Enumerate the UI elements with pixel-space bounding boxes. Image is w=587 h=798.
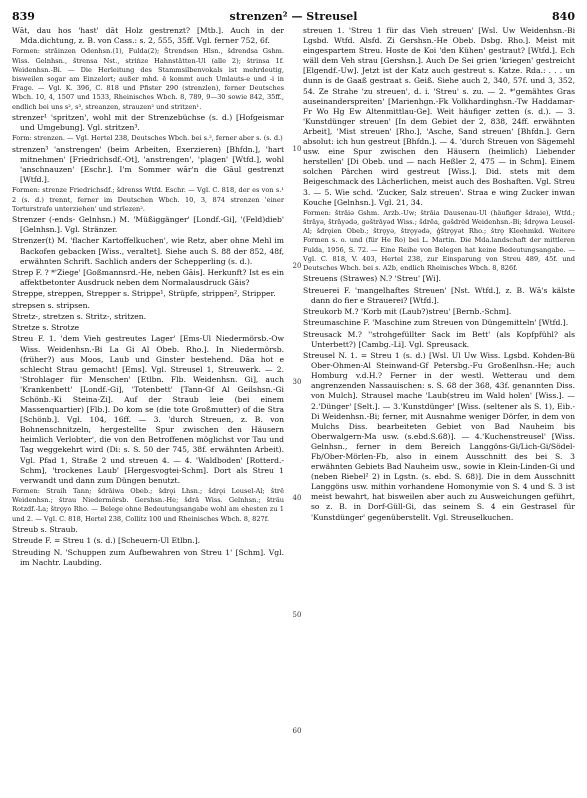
dictionary-entry: Streusel N. 1. = Streu 1 (s. d.) [Wsl. Ul Uw Wiss. Lgsbd. Kohden-Bü Ober-Ohmen-Al Steinwand-Gf Petersbg.-Fu Großenlhsn.-He; auch Homburg v.d.H.? Ferner in der westl. Wetterau und dem angrenzenden Nassauischen: s. S. 68 der 368, 43f. genannten Diss. von Mulch]. Strausel mache 'Laub(streu im Wald holen' [Wiss.]. — 2.'Dünger' [Selt.]. — 3.'Kunstdünger' [Wiss. (seltener als S. 1), Eib.-Di Weidenhsn.-Bi; ferner, mit Ausnahme weniger Dörfer, in dem von Mulchs Diss. bearbeiteten Gebiet von Bad Nauheim bis Oberwalgern-Ma usw. (s.ebd.S.68)]. — 4.'Kuchenstreusel' [Wiss. Gelnhsn., ferner in dem Bereich Langgöns-Gi/Lich-Gi/Södel-Fb/Ober-Mörlen-Fb, also in einem Ausschnitt des bei S. 3 erwähnten Gebiets Bad Nauheim usw., sowie in Klein-Linden-Gi und (neben Riebel² 2) in Lgstn. (s. ebd. S. 68)]. Die in dem Ausschnitt Langgöns usw. mithin vorhandene Homonymie von S. 4 und S. 3 ist meist bewahrt, hat bisweilen aber auch zu Ausweichungen geführt, so z. B. in Dorf-Güll-Gi, das seinem S. 4 ein Gestrasel für 'Kunstdünger' gegenüberstellt. Vgl. Streuselkuchen. bbox=[303, 351, 575, 522]
dictionary-entry: Strenzer(t) M. 'flacher Kartoffelkuchen', wie Retz, aber ohne Mehl im Backofen gebacken [Wiss., veraltet]. Siehe auch S. 88 der 852, 48f, erwähnten Schrift. Sachlich anders der Schepperling (s. d.). bbox=[12, 236, 284, 266]
dictionary-entry: Strep F. ? *'Ziege' [Goßmannsrd.-He, neben Gāis]. Herkunft? Ist es ein affektbetonter Ausdruck neben dem Normalausdruck Gāis? bbox=[12, 267, 284, 288]
page-number-left: 839 bbox=[12, 10, 35, 23]
dictionary-entry: Streppe, streppen, Strepper s. Strippe¹, Strüpfe, strippen², Stripper. bbox=[12, 289, 276, 299]
dictionary-entry: Streusack M.? ''strohgefüllter Sack im Bett' (als Kopfpfühl? als Unterbett?) [Cambg.-Li]. Vgl. Spreusack. bbox=[303, 329, 575, 349]
running-title: strenzen² — Streusel bbox=[229, 10, 358, 23]
dictionary-entry: strenzen³ 'anstrengen' (beim Arbeiten, Exerzieren) [Bhfdn.], 'hart mitnehmen' [Friedrichsdf.-Ot], 'anstrengen', 'plagen' [Wtfd.], wohl 'anschnauzen' [Eschr.]. I'm Sommer wār'n die Gāul gestrenzt [Wtfd.]. bbox=[12, 144, 284, 185]
dictionary-entry: Streukorb M.? 'Korb mit (Laub?)streu' [Bernb.-Schm]. bbox=[303, 307, 512, 317]
dictionary-entry: Wāt, dau hos 'hast' dāt Holz gestrenzt? [Mtb.]. Auch in der Mda.dichtung, z. B. von Cass.: s. 2, 555, 35ff. Vgl. ferner 752, 6f. bbox=[12, 26, 284, 46]
dictionary-entry: Streuerei F. 'mangelhaftes Streuen' [Nst. Wtfd.], z. B. Wā's kälste dann do fier e Strauerei? [Wtfd.]. bbox=[303, 285, 575, 305]
line-number: 10 bbox=[292, 145, 302, 153]
dictionary-entry: strepsen s. stripsen. bbox=[12, 300, 90, 310]
dictionary-entry: Strenzer (-ends- Gelnhsn.) M. 'Müßiggänger' [Londf.-Gi], '(Feld)dieb' [Gelnhsn.]. Vgl. Stränzer. bbox=[12, 215, 284, 235]
dictionary-entry: Streuding N. 'Schuppen zum Aufbewahren von Streu 1' [Schm]. Vgl. im Nachtr. Laubding. bbox=[12, 547, 284, 567]
page-number-right: 840 bbox=[552, 10, 575, 23]
dictionary-entry: Streuens (Strawes) N.? 'Streu' [Wi]. bbox=[303, 274, 441, 284]
dictionary-entry: Streu F. 1. 'dem Vieh gestreutes Lager' [Ems-Ul Niedermörsb.-Ow Wiss. Weidenhsn.-Bi La Gi Al Obeb. Rho.]. In Niedermörsb. (früher?) aus Moos, Laub und Ginster bestehend. Dāa hot e schlecht Strau gemacht! [Ems]. Vgl. Streusel 1, Streuwerk. — 2. 'Strohlager für Menschen' [Etlbn. Flb. Weidenhsn. Gi], auch 'Krankenbett' [Londf.-Gi], 'Totenbett' [Tann-Gf Al Geilshsn.-Gi Schönb.-Ki Steina-Zi]. Auf der Straub leie (bei einem Massenquartier) [Flb.]. Do kom se (die tote Großmutter) of die Stra [Schönb.]. Vgl. 104, 16ff. — 3. 'durch Streuen, z. B. von Bohnenschnitzeln, hergestellte Spur zwischen den Häusern heimlich Verlobter', die von den Betroffenen möglichst vor Tau und Tag weggekehrt wird (Di: s. S. 50 der 745, 38f. erwähnten Arbeit). Vgl. Pfad 1, Straße 2 und streuen 4. — 4. 'Waldboden' [Rotterd.-Schm], 'trockenes Laub' [Hergesvogtei-Schm]. Dort als Streu 1 verwandt und dann zum Düngen benutzt. bbox=[12, 334, 284, 485]
line-number: 50 bbox=[292, 611, 302, 619]
forms-note: Form: strenzen. — Vgl. Hertel 238, Deutsches Wbch. bei s.², ferner aber s. (s. d.) bbox=[12, 134, 283, 143]
line-number: 20 bbox=[292, 262, 302, 270]
forms-note: Formen: strāinzen Odenhsn.(1), Fulda(2); Štrendsen Hlsn., šdrendsa Gshm. Wiss. Gelnhsn., štrensa Nst., striṅze Hahnstätten-Ul (alle 2); štrinsa 1f. Weidenhsn.-Bi. — Die Herleitung des Stammsilbenvokals ist mehrdeutig, bisweilen sogar am Einzelort; außer mhd. ē kommt auch Umlauts-e und -i in Frage. — Vgl. K. 396, C. 818 und Pfister 290 (strenzlen), ferner Deutsches Wbch. 10, 4, 1507 und 1533, Rheinisches Wbch. 8, 789, 9—30 sowie 842, 35ff., endlich bei uns s², s³, streanzen, strauzen² und stritzen¹. bbox=[12, 47, 284, 111]
dictionary-entry: Stretze s. Strotze bbox=[12, 323, 80, 333]
dictionary-entry: strenzer¹ 'spritzen', wohl mit der Strenzebüchse (s. d.) [Hofgeismar und Umgebung]. Vgl. stritzen³. bbox=[12, 112, 284, 133]
dictionary-entry: Streub s. Straub. bbox=[12, 525, 78, 535]
forms-note: Formen: Straih Tann; šdrāiwa Obeb.; šdrǫi Lhsn.; šdrǫi Leusel-Al; štrē Weidenhsn.; štrau Niedermörsb. Gershsn.-He; šdrā Wiss. Gelnhsn.; šträu Rotzdf.-La; štrǫyo Rho. — Belege ohne Bedeutungsangabe wohl am ehesten zu 1 und 2. — Vgl. C. 818, Hertel 238, Collitz 100 und Rheinisches Wbch. 8, 827f. bbox=[12, 487, 284, 523]
line-number: 40 bbox=[292, 494, 302, 502]
left-column bbox=[12, 26, 284, 569]
forms-note: Formen: strenze Friedrichsdf.; šdrenss Wtfd. Eschr. — Vgl. C. 818, der es von s.¹ 2 (s. d.) trennt, ferner im Deutschen Wbch. 10, 3, 874 strenzen 'einer Torturstrafe unterziehen' und strīezen². bbox=[12, 186, 284, 213]
dictionary-entry: Streumaschine F. 'Maschine zum Streuen von Düngemitteln' [Wtfd.]. bbox=[303, 318, 569, 328]
dictionary-entry: streuen 1. 'Streu 1 für das Vieh streuen' [Wsl. Uw Weidenhsn.-Bi Lgsbd. Wtfd. Alsfd. Zi Gershsn.-He Obeb. Dsbg. Rho.]. Meist mit eingespartem Streu. Hoste de Koi 'den Kühen' gestraut? [Wtfd.]. Ech wäll dem Veh strau [Gershsn.]. Auch De Sei grien 'kriegen' gestreicht [Elgendf.-Uw]. Jetzt ist der Katz auch gestreut s. Katze. Rda.: . . . un dunn is de Gaaß gestraat s. Geiß. Siehe auch 2, 340, 57f. und 3, 352, 54. Ze Strahe 'zu streuen', d. i. 'Streu' s. zu. — 2. *'gemähtes Gras auseinanderspreiten' [Marienhgn.-Fk Volkhardinghsn.-Tw Haddamar-Fr Wo Hg Ew Altenmittlau-Ge]. Weit häufiger zetten (s. d.). — 3. 'Kunstdünger streuen' [In dem Gebiet der 2, 838, 24ff. erwähnten Arbeit], 'Mist streuen' [Rho.], 'Asche, Sand streuen' [Bhfdn.]. Gern absolut: ich hun gestreut [Bhfdn.]. — 4. 'durch Streuen von Sägemehl usw. eine Spur zwischen den Häusern (heimlich) Liebender herstellen' [Di Obeb. und — nach Heßler 2, 475 — in Schm]. Einem solchen Pärchen wird gestreut [Wiss.]. Did. stets mit dem Beigeschmack des Lächerlichen, meist auch des Boshaften. Vgl. Streu 3. — 5. Wie schd. 'Zucker, Salz streuen'. Straa e wing Zucker inwan Kouche [Gelnhsn.]. Vgl. 21, 34. bbox=[303, 26, 575, 207]
dictionary-entry: Streude F. = Streu 1 (s. d.) [Scheuern-Ul Etlbn.]. bbox=[12, 536, 201, 546]
forms-note: Formen: štrāiə Gshm. Arzb.-Uw; štrāia Dausenau-Ul (häufiger šdraie), Wtfd.; štrāyə, štrāyədə, gəštrāyəd Wiss.; šdrēa, gəšdrēd Weidenhsn.-Bi; šdrǫwa Leusel-Al; šdrǫien Obeb.; štrǫyə, štrǫyədə, ǵštrǫyət Rho.; štrǫ Kleehmkd. Weitere Formen s. o. und (für He Ro) bei L. Martin. Die Mda.landschaft der mittleren Fulda, 1956, S. 72. — Eine Reihe von Belegen hat keine Bedeutungsangabe. — Vgl. C. 818, V. 403, Hertel 238, zur Einsparung von Streu 489, 45f. und Deutsches Wbch. bei s. A2b, endlich Rheinisches Wbch. 8, 826f. bbox=[303, 208, 575, 273]
dictionary-entry: Stretz-, stretzen s. Stritz-, stritzen. bbox=[12, 311, 147, 321]
right-column bbox=[303, 26, 575, 524]
page-header bbox=[0, 10, 587, 26]
line-number: 30 bbox=[292, 378, 302, 386]
line-number: 60 bbox=[292, 727, 302, 735]
